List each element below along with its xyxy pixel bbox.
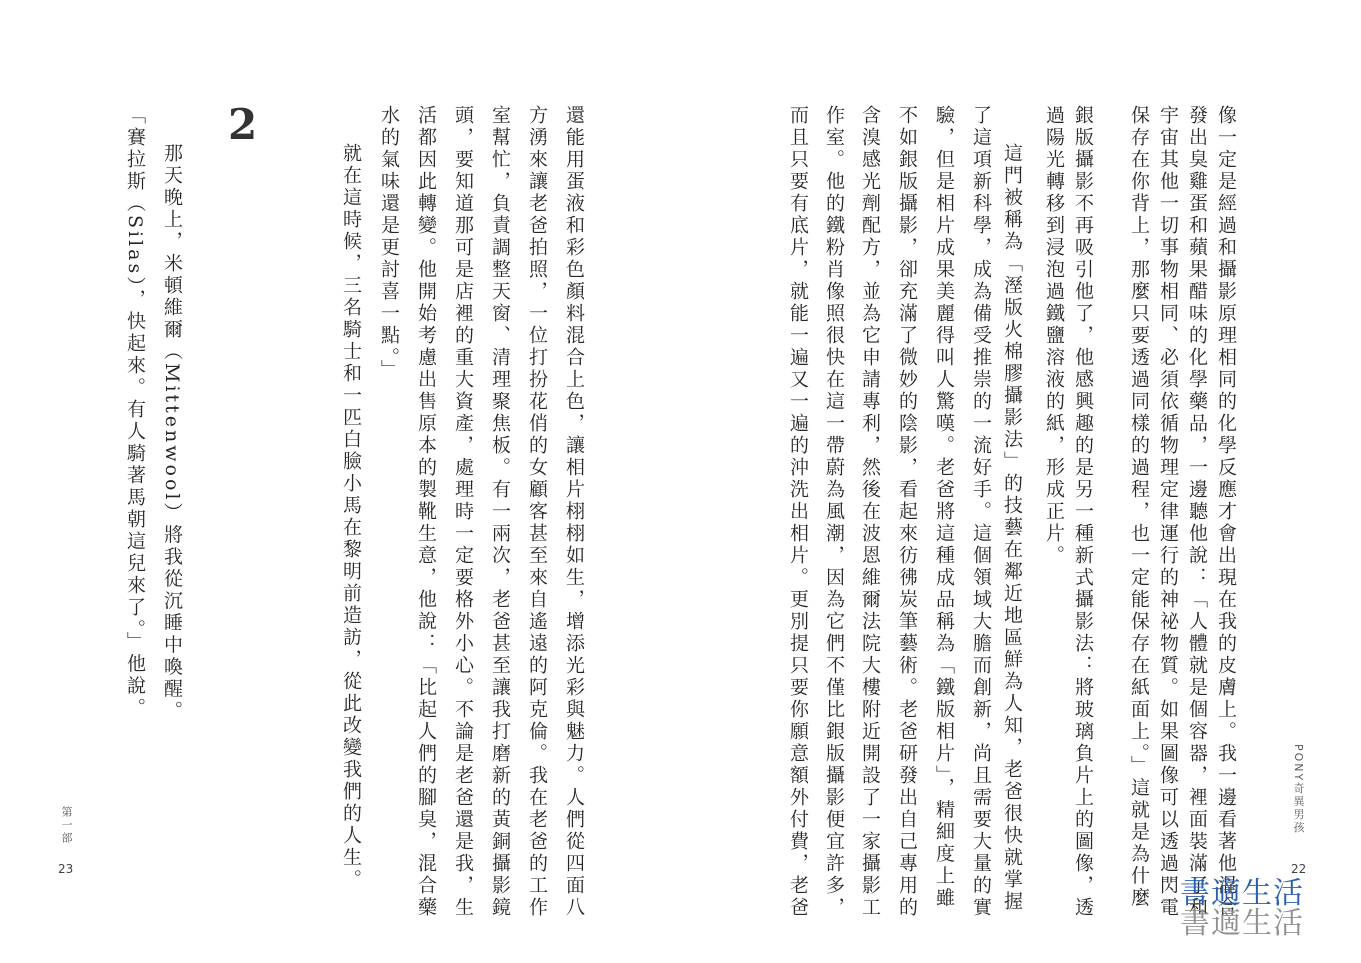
running-head: PONY奇異男孩 — [1292, 744, 1305, 835]
watermark-logo: 書適生活 — [1180, 876, 1304, 911]
text-line: 而且只要有底片，就能一遍又一遍的沖洗出相片。更別提只要你願意額外付費，老爸 — [787, 105, 809, 919]
text-line: 過陽光轉移到浸泡過鐵鹽溶液的紙，形成正片。 — [1043, 105, 1065, 567]
text-line: 就在這時候，三名騎士和一匹白臉小馬在黎明前造訪，從此改變我們的人生。 — [340, 143, 362, 891]
text-line: 像一定是經過和攝影原理相同的化學反應才會出現在我的皮膚上。我一邊看著他混合 — [1215, 105, 1237, 919]
text-line: 這門被稱為「溼版火棉膠攝影法」的技藝在鄰近地區鮮為人知，老爸很快就掌握 — [1001, 143, 1023, 913]
chapter-number: 2 — [228, 100, 258, 149]
text-line: 保存在你背上，那麼只要透過同樣的過程，也一定能保存在紙面上。」這就是為什麼 — [1128, 105, 1150, 910]
text-line: 水的氣味還是更討喜一點。」 — [378, 105, 400, 382]
text-line: 不如銀版攝影，卻充滿了微妙的陰影，看起來彷彿炭筆藝術。老爸研發出自己專用的 — [896, 105, 918, 919]
text-line: 頭，要知道那可是店裡的重大資產，處理時一定要格外小心。不論是老爸還是我，生 — [452, 105, 474, 919]
text-line: 方湧來讓老爸拍照，一位打扮花俏的女顧客甚至來自遙遠的阿克倫。我在老爸的工作 — [526, 105, 548, 919]
part-label: 第一部 — [60, 806, 73, 845]
text-line: 活都因此轉變。他開始考慮出售原本的製靴生意，他說：「比起人們的腳臭，混合藥 — [415, 105, 437, 919]
text-line: 室幫忙，負責調整天窗、清理聚焦板。有一兩次，老爸甚至讓我打磨新的黃銅攝影鏡 — [489, 105, 511, 919]
text-line: 宇宙其他一切事物相同、必須依循物理定律運行的神祕物質。如果圖像可以透過閃電 — [1157, 105, 1179, 919]
text-line: 了這項新科學，成為備受推崇的一流好手。這個領域大膽而創新，尚且需要大量的實 — [970, 105, 992, 919]
page-number-right: 22 — [1291, 862, 1307, 876]
text-line: 發出臭雞蛋和蘋果醋味的化學藥品，一邊聽他說：「人體就是個容器，裡面裝滿了和 — [1186, 105, 1208, 919]
text-line: 作室。他的鐵粉肖像照很快在這一帶蔚為風潮，因為它們不僅比銀版攝影便宜許多， — [823, 105, 845, 919]
watermark-logo-shadow: 書適生活 — [1180, 906, 1304, 941]
text-line: 還能用蛋液和彩色顏料混合上色，讓相片栩栩如生，增添光彩與魅力。人們從四面八 — [563, 105, 585, 919]
text-line: 那天晚上，米頓維爾（Mittenwool）將我從沉睡中喚醒。 — [161, 143, 183, 723]
text-line: 含溴感光劑配方，並為它申請專利，然後在波恩維爾法院大樓附近開設了一家攝影工 — [859, 105, 881, 919]
text-line: 驗，但是相片成果美麗得叫人驚嘆。老爸將這種成品稱為「鐵版相片」，精細度上雖 — [933, 105, 955, 910]
text-line: 銀版攝影不再吸引他了，他感興趣的是另一種新式攝影法：將玻璃負片上的圖像，透 — [1072, 105, 1094, 919]
text-line: 「賽拉斯（Silas），快起來。有人騎著馬朝這兒來了。」他說。 — [124, 105, 146, 720]
page-number-left: 23 — [58, 862, 74, 876]
